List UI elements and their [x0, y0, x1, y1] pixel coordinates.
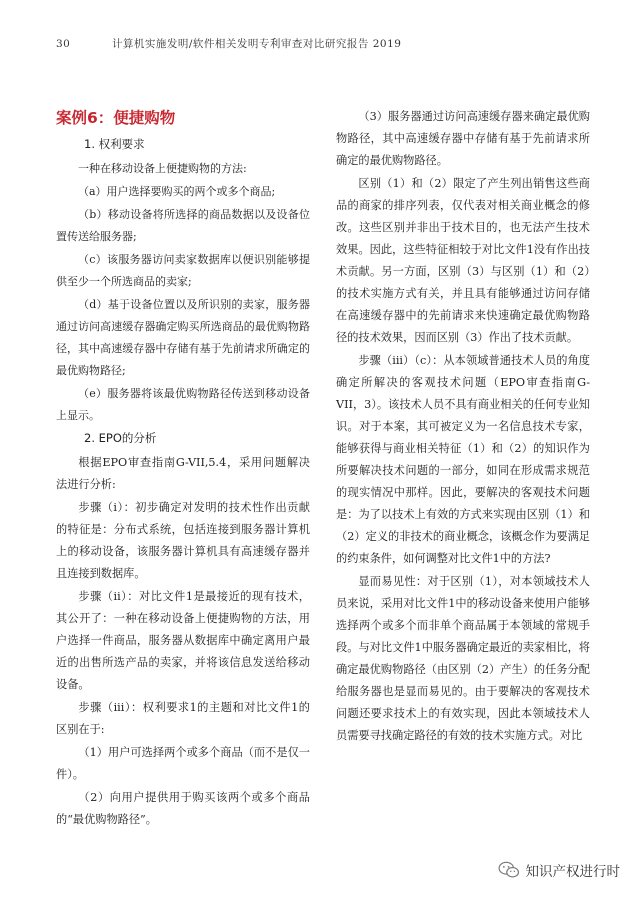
- paragraph: 区别（1）和（2）限定了产生列出销售这些商品的商家的排序列表，仅代表对相关商业概念的修改。这些区别并非出于技术目的，也无法产生技术效果。因此，这些特征相较于对比文件1没有作出技术贡献。另一方面，区别（3）与区别（1）和（2）的技术实施方式有关，并且具有能够通过访问存储在高速缓存器中的先前请求来快速确定最优购物路径的技术效果，因而区别（3）作出了技术贡献。: [336, 177, 590, 344]
- watermark-text: 知识产权进行时: [525, 864, 620, 880]
- paragraph: 步骤（iii）：权利要求1的主题和对比文件1的区别在于:: [56, 701, 310, 736]
- paragraph: 步骤（iii）（c）：从本领域普通技术人员的角度确定所解决的客观技术问题（EPO审查指南G-VII，3）。该技术人员不具有商业相关的任何专业知识。对于本案，其可被定义为一名信息技术专家，能够获得与商业相关特征（1）和（2）的知识作为所要解决技术问题的一部分，如同在形成需求规范的现实情况中那样。因此，要解决的客观技术问题是：为了以技术上有效的方式来实现由区别（1）和（2）定义的非技术的商业概念，该概念作为要满足的约束条件，如何调整对比文件1中的方法?: [336, 354, 590, 565]
- claim-preamble: 一种在移动设备上便捷购物的方法:: [78, 162, 247, 175]
- claim-step-e: （e）服务器将该最优购物路径传送到移动设备上显示。: [56, 387, 310, 422]
- right-column: [336, 106, 590, 747]
- claim-step-c: （c）该服务器访问卖家数据库以便识别能够提供至少一个所选商品的卖家;: [56, 253, 310, 288]
- watermark: [498, 860, 621, 880]
- section-title-claims: 1. 权利要求: [84, 137, 145, 151]
- wechat-icon: [498, 861, 520, 879]
- paragraph: 显而易见性：对于区别（1），对本领域技术人员来说，采用对比文件1中的移动设备来使用户能够选择两个或多个而非单个商品属于本领域的常规手段。与对比文件1中服务器确定最近的卖家相比，将确定最优购物路径（由区别（2）产生）的任务分配给服务器也是显而易见的。由于要解决的客观技术问题还要求技术上的有效实现，因此本领域技术人员需要寻找确定路径的有效的技术实施方式。对比: [336, 575, 590, 742]
- claim-step-a: （a）用户选择要购买的两个或多个商品;: [78, 185, 276, 198]
- claim-step-d: （d）基于设备位置以及所识别的卖家，服务器通过访问高速缓存器确定购买所选商品的最优购物路径，其中高速缓存器中存储有基于先前请求所确定的最优购物路径;: [56, 298, 310, 377]
- paragraph: （3）服务器通过访问高速缓存器来确定最优购物路径，其中高速缓存器中存储有基于先前请求所确定的最优购物路径。: [336, 110, 590, 167]
- section-title-analysis: 2. EPO的分析: [84, 431, 157, 445]
- running-title: 计算机实施发明/软件相关发明专利审查对比研究报告 2019: [111, 38, 402, 50]
- left-column: [56, 106, 310, 831]
- claim-step-b: （b）移动设备将所选择的商品数据以及设备位置传送给服务器;: [56, 208, 310, 243]
- paragraph: （1）用户可选择两个或多个商品（而不是仅一件）。: [56, 746, 310, 781]
- paragraph: （2）向用户提供用于购买该两个或多个商品的“最优购物路径”。: [56, 791, 310, 826]
- page-header: [56, 36, 401, 51]
- case-title: 案例6：便捷购物: [56, 109, 176, 127]
- paragraph: 步骤（i）：初步确定对发明的技术性作出贡献的特征是：分布式系统，包括连接到服务器计算机上的移动设备，该服务器计算机具有高速缓存器并且连接到数据库。: [56, 501, 310, 580]
- page-number: 30: [56, 38, 71, 50]
- paragraph: 步骤（ii）：对比文件1是最接近的现有技术，其公开了：一种在移动设备上便捷购物的方法，用户选择一件商品，服务器从数据库中确定离用户最近的出售所选产品的卖家，并将该信息发送给移动设备。: [56, 590, 310, 691]
- paragraph: 根据EPO审查指南G-VII,5.4，采用问题解决法进行分析:: [56, 456, 310, 491]
